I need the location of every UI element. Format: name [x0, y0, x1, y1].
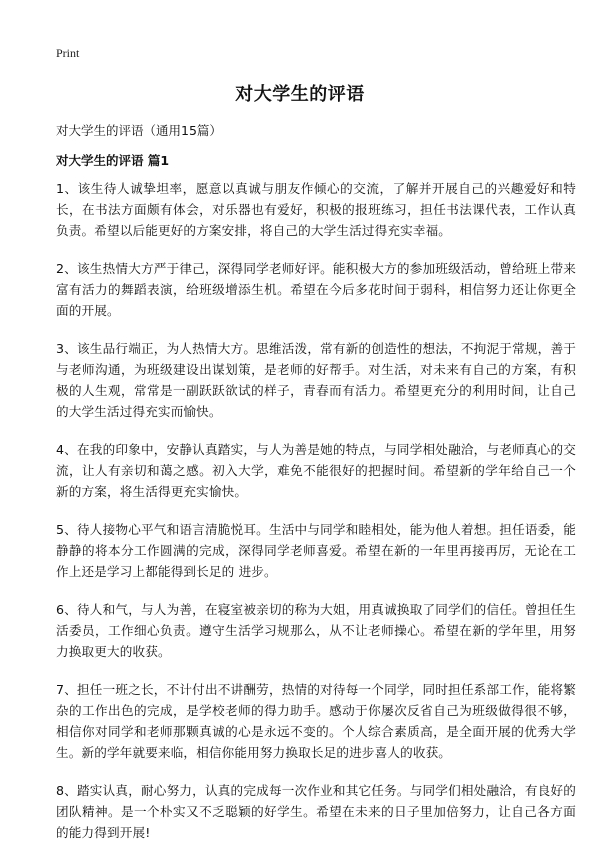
print-link[interactable]: Print [56, 46, 80, 60]
section-heading: 对大学生的评语 篇1 [56, 153, 170, 168]
entry-paragraph-4: 4、在我的印象中，安静认真踏实，与人为善是她的特点，与同学相处融洽，与老师真心的交流，让人有亲切和蔼之感。初入大学，难免不能很好的把握时间。希望新的学年给自己一个新的方案，将生活得更充实愉快。 [56, 442, 576, 499]
entry-paragraph-3: 3、该生品行端正，为人热情大方。思维活泼，常有新的创造性的想法，不拘泥于常规，善于与老师沟通，为班级建设出谋划策，是老师的好帮手。对生活，对未来有自己的方案，有积极的人生观，常常是一副跃跃欲试的样子，青春而有活力。希望更充分的利用时间，让自己的大学生活过得充实而愉快。 [56, 341, 576, 419]
document-subtitle: 对大学生的评语（通用15篇） [56, 123, 222, 138]
entry-list [56, 178, 576, 860]
entry-paragraph-7: 7、担任一班之长，不计付出不讲酬劳，热情的对待每一个同学，同时担任系部工作，能将繁杂的工作出色的完成，是学校老师的得力助手。感动于你屡次反省自己为班级做得很不够，相信你对同学和老师那颗真诚的心是永远不变的。个人综合素质高，是全面开展的优秀大学生。新的学年就要来临，相信你能用努力换取长足的进步喜人的收获。 [56, 682, 576, 760]
entry-paragraph-1: 1、该生待人诚挚坦率，愿意以真诚与朋友作倾心的交流，了解并开展自己的兴趣爱好和特长，在书法方面颇有体会，对乐器也有爱好，积极的报班练习，担任书法课代表，工作认真负责。希望以后能更好的方案安排，将自己的大学生活过得充实幸福。 [56, 181, 576, 238]
entry-paragraph-2: 2、该生热情大方严于律己，深得同学老师好评。能积极大方的参加班级活动，曾给班上带来富有活力的舞蹈表演，给班级增添生机。希望在今后多花时间于弱科，相信努力还让你更全面的开展。 [56, 261, 576, 318]
page-title: 对大学生的评语 [235, 84, 365, 105]
entry-paragraph-5: 5、待人接物心平气和语言清脆悦耳。生活中与同学和睦相处，能为他人着想。担任语委，能静静的将本分工作圆满的完成，深得同学老师喜爱。希望在新的一年里再接再厉，无论在工作上还是学习上都能得到长足的 进步。 [56, 522, 576, 579]
entry-paragraph-8: 8、踏实认真，耐心努力，认真的完成每一次作业和其它任务。与同学们相处融洽，有良好的团队精神。是一个朴实又不乏聪颖的好学生。希望在未来的日子里加倍努力，让自己各方面的能力得到开展! [56, 783, 576, 840]
entry-paragraph-6: 6、待人和气，与人为善，在寝室被亲切的称为大姐，用真诚换取了同学们的信任。曾担任生活委员，工作细心负责。遵守生活学习规那么，从不让老师操心。希望在新的学年里，用努力换取更大的收获。 [56, 602, 576, 659]
